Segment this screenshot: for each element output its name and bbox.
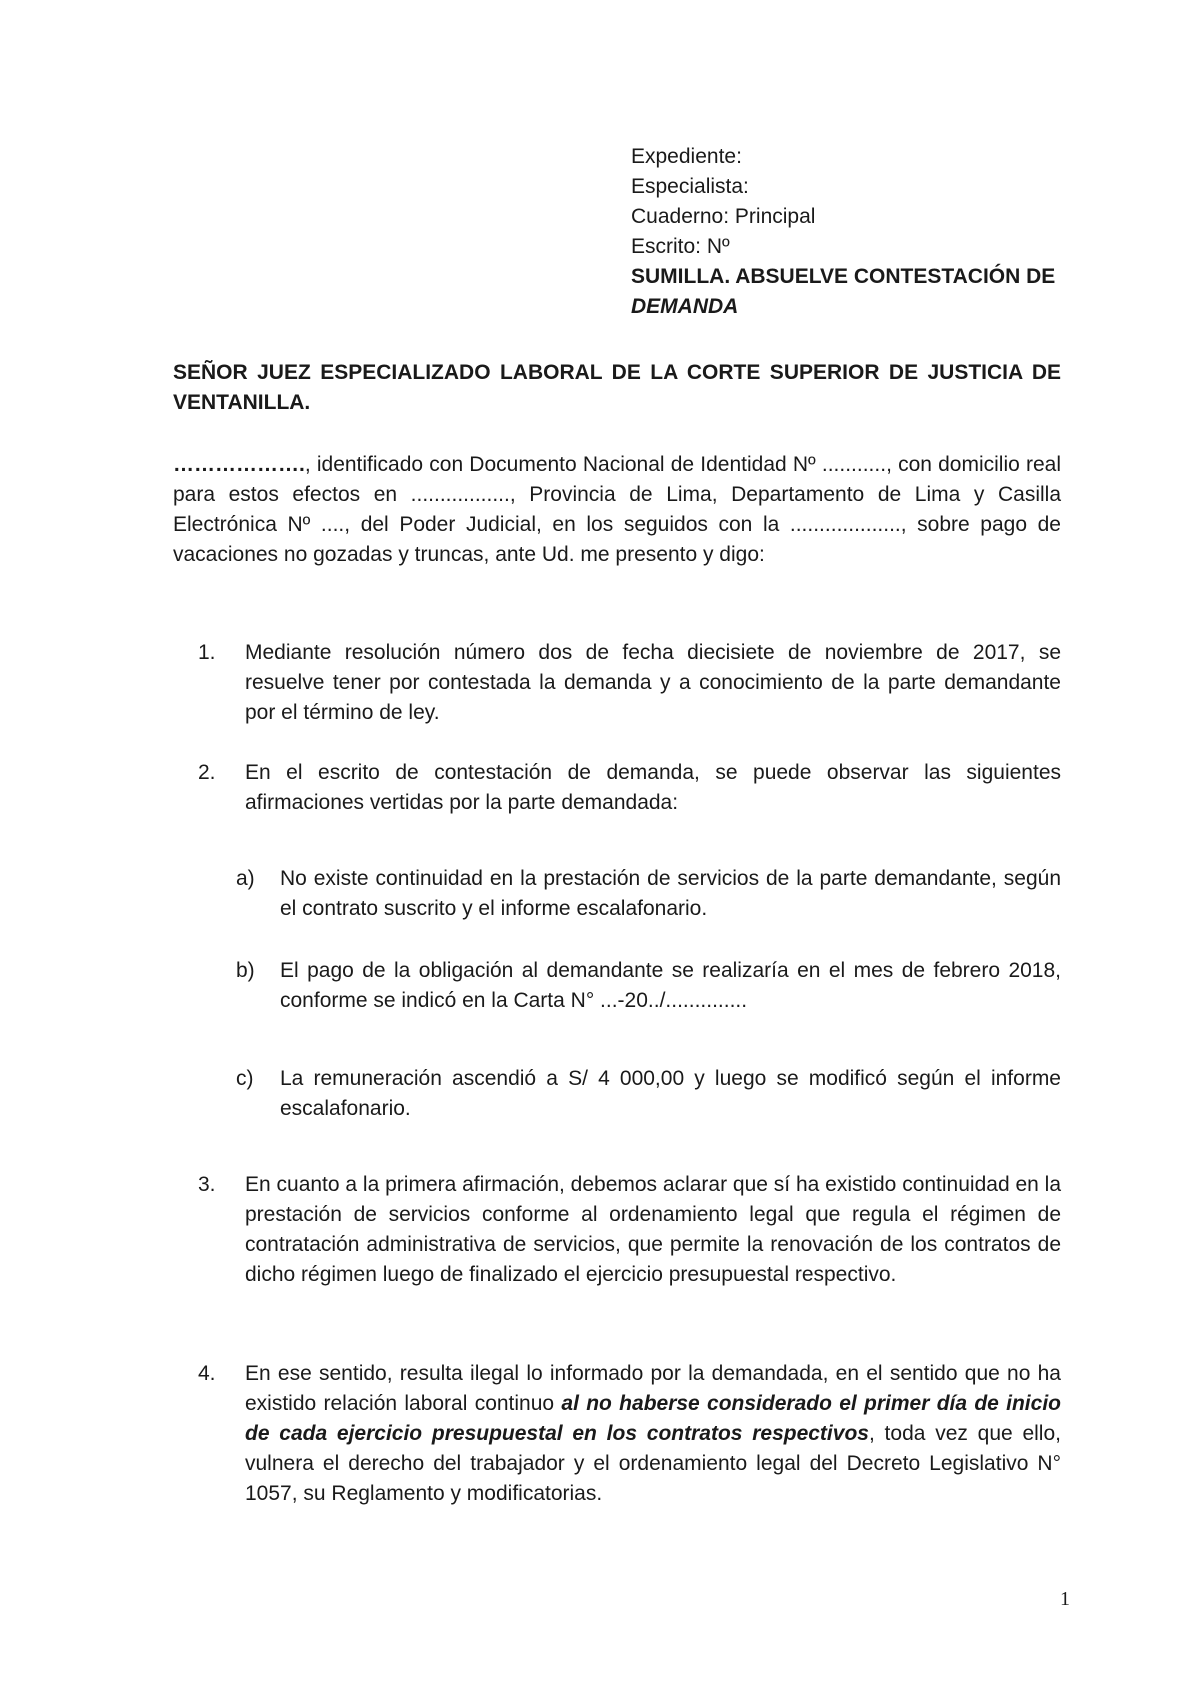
item-number: 1.	[198, 641, 216, 664]
sub-item-b	[236, 956, 1061, 1016]
cuaderno-label: Cuaderno: Principal	[631, 205, 816, 228]
sub-item-c	[236, 1064, 1061, 1124]
sub-item-label: a)	[236, 867, 255, 890]
item-text: En el escrito de contestación de demanda, se puede observar las siguientes afirmaciones vertidas por la parte demandada:	[245, 761, 1061, 814]
sub-item-text: El pago de la obligación al demandante se realizaría en el mes de febrero 2018, conforme se indicó en la Carta N° ...-20../..............	[280, 959, 1061, 1012]
numbered-item-3	[198, 1170, 1061, 1290]
sumilla-text: SUMILLA. ABSUELVE CONTESTACIÓN DE	[631, 265, 1056, 288]
page-number: 1	[1060, 1588, 1070, 1610]
item-text-after: , toda vez que ello, vulnera el derecho del trabajador y el ordenamiento legal del Decreto Legislativo N° 1057, su Reglamento y modificatorias.	[245, 1422, 1061, 1505]
item-number: 2.	[198, 761, 216, 784]
numbered-item-4	[198, 1359, 1061, 1509]
sub-item-text: No existe continuidad en la prestación de servicios de la parte demandante, según el contrato suscrito y el informe escalafonario.	[280, 867, 1061, 920]
sub-item-label: c)	[236, 1067, 254, 1090]
addressee-heading: SEÑOR JUEZ ESPECIALIZADO LABORAL DE LA CORTE SUPERIOR DE JUSTICIA DE VENTANILLA.	[173, 361, 1061, 414]
sub-item-a	[236, 864, 1061, 924]
item-text: Mediante resolución número dos de fecha diecisiete de noviembre de 2017, se resuelve tener por contestada la demanda y a conocimiento de la parte demandante por el término de ley.	[245, 641, 1061, 724]
intro-paragraph	[173, 450, 1061, 570]
especialista-label: Especialista:	[631, 175, 749, 198]
sumilla-italic-text: DEMANDA	[631, 295, 739, 318]
intro-text: , identificado con Documento Nacional de Identidad Nº ..........., con domicilio real para estos efectos en ................., Provincia de Lima, Departamento de Lima y Casilla Electrónica Nº ...., del Poder Judicial, en los seguidos con la ..................., sobre pago de vacaciones no gozadas y truncas, ante Ud. me presento y digo:	[173, 453, 1061, 566]
sub-item-label: b)	[236, 959, 255, 982]
item-number: 4.	[198, 1362, 216, 1385]
sub-item-text: La remuneración ascendió a S/ 4 000,00 y luego se modificó según el informe escalafonario.	[280, 1067, 1061, 1120]
item-text: En cuanto a la primera afirmación, debemos aclarar que sí ha existido continuidad en la prestación de servicios conforme al ordenamiento legal que regula el régimen de contratación administrativa de servicios, que permite la renovación de los contratos de dicho régimen luego de finalizado el ejercicio presupuestal respectivo.	[245, 1173, 1061, 1286]
numbered-item-2	[198, 758, 1061, 818]
item-number: 3.	[198, 1173, 216, 1196]
item-text-before: En ese sentido, resulta ilegal lo informado por la demandada, en el sentido que no ha existido relación laboral continuo	[245, 1362, 1061, 1415]
item-text	[245, 1359, 1061, 1509]
item-text-emphasis: al no haberse considerado el primer día de inicio de cada ejercicio presupuestal en los contratos respectivos	[245, 1392, 1061, 1445]
escrito-label: Escrito: Nº	[631, 235, 730, 258]
case-header	[631, 142, 1061, 322]
identity-placeholder: ……………….	[173, 453, 305, 476]
numbered-item-1	[198, 638, 1061, 728]
expediente-label: Expediente:	[631, 145, 742, 168]
sumilla	[631, 262, 1061, 322]
